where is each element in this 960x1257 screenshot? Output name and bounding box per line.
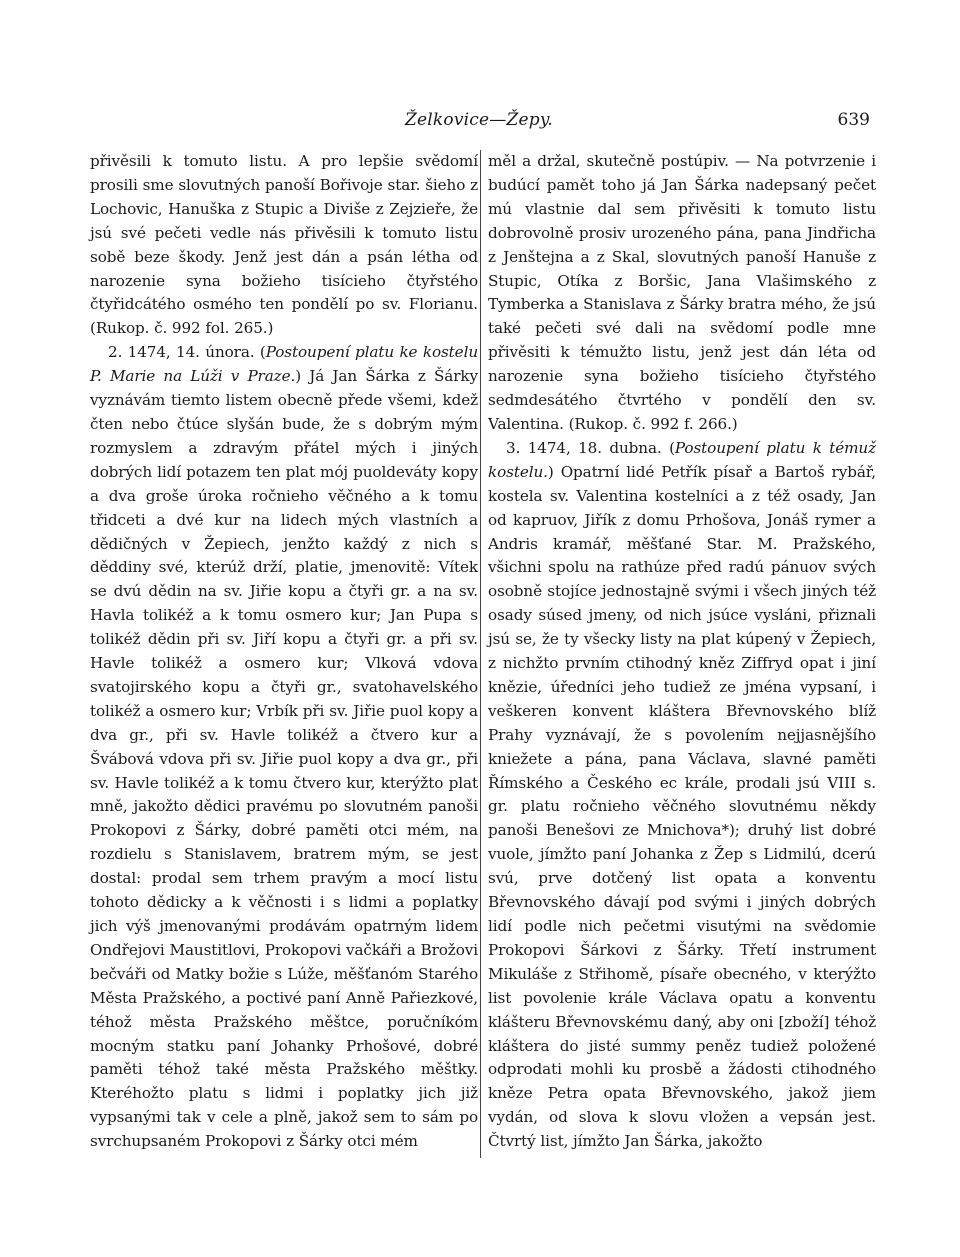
left-column: [90, 150, 478, 1154]
column-divider: [480, 150, 481, 1158]
right-paragraph-1: měl a držal, skutečně postúpiv. — Na potvrzenie i budúcí pamět toho já Jan Šárka nadepsaný pečet mú vlastnie dal sem přivěsiti k tomuto listu dobrovolně prosiv urozeného pána, pana Jindřicha z Jenštejna a z Skal, slovutných panoší Hanuše z Stupic, Otíka z Boršic, Jana Vlašimského z Tymberka a Stanislava z Šárky bratra mého, že jsú také pečeti své dali na svědomí podle mne přivěsiti k témužto listu, jenž jest dán léta od narozenie syna božieho tisícieho čtyřstého sedmdesátého čtvrtého v pondělí den sv. Valentina. (Rukop. č. 992 f. 266.): [488, 152, 876, 433]
right-paragraph-2: [488, 437, 876, 1154]
left-paragraph-2: [90, 341, 478, 1154]
running-head: [88, 110, 870, 136]
entry-2-heading: 2. 1474, 14. února. (: [108, 343, 266, 362]
page-number: 639: [837, 110, 870, 130]
entry-3-heading: 3. 1474, 18. dubna. (: [506, 438, 675, 457]
entry-2-title: Postoupení platu ke kostelu P. Marie na Lúži v Praze.: [90, 343, 479, 386]
entry-3-title: Postoupení platu k témuž kostelu.: [488, 438, 876, 481]
entry-2-body: ) Já Jan Šárka z Šárky vyznávám tiemto listem obecně přede všemi, kdež čten nebo čtúce slyšán bude, že s dobrým mým rozmyslem a zdravým přátel mých i jiných dobrých lidí potazem ten plat mój puoldeváty kopy a dva groše úroka ročnieho věčného a k tomu třidceti a dvé kur na lidech mých vlastních a dědičných v Žepiech, jenžto každý z nich s děddiny své, kterúž drží, platie, jmenovitě: Vítek se dvú dědin na sv. Jiřie kopu a čtyři gr. a na sv. Havla tolikéž a k tomu osmero kur; Jan Pupa s tolikéž dědin při sv. Jiří kopu a čtyři gr. a při sv. Havle tolikéž a osmero kur; Vlková vdova svatojirského kopu a čtyři gr., svatohavelského tolikéž a osmero kur; Vrbík při sv. Jiřie puol kopy a dva gr., při sv. Havle tolikéž a čtvero kur a Švábová vdova při sv. Jiřie puol kopy a dva gr., při sv. Havle tolikéž a k tomu čtvero kur, kterýžto plat mně, jakožto dědici pravému po slovutném panoši Prokopovi z Šárky, dobré paměti otci mém, na rozdielu s Stanislavem, bratrem mým, se jest dostal: prodal sem trhem pravým a mocí listu tohoto dědicky a k věčnosti i s lidmi a poplatky jich výš jmenovanými prodávám opatrným lidem Ondřejovi Maustitlovi, Prokopovi vačkáři a Brožovi bečváři od Matky božie s Lúže, měšťanóm Starého Města Pražského, a poctivé paní Anně Pařiezkové, téhož města Pražského měštce, poručníkóm mocným statku paní Johanky Prhošové, dobré paměti téhož také města Pražského měštky. Kteréhožto platu s lidmi i poplatky jich již vypsanými tak v cele a plně, jakož sem to sám po svrchupsaném Prokopovi z Šárky otci mém: [90, 367, 478, 1151]
running-title: Želkovice—Žepy.: [405, 110, 553, 130]
left-paragraph-1: přivěsili k tomuto listu. A pro lepšie svědomí prosili sme slovutných panoší Bořivoje star. šieho z Lochovic, Hanuška z Stupic a Diviše z Zejzieře, že jsú své pečeti vedle nás přivěsili k tomuto listu sobě beze škody. Jenž jest dán a psán létha od narozenie syna božieho tisícieho čtyřstého čtyřidcátého osmého ten pondělí po sv. Florianu. (Rukop. č. 992 fol. 265.): [90, 152, 478, 338]
entry-3-body: ) Opatrní lidé Petřík písař a Bartoš rybář, kostela sv. Valentina kostelníci a z též osady, Jan od kapruov, Jiřík z domu Prhošova, Jonáš rymer a Andris kramář, měšťané Star. M. Pražského, všichni spolu na rathúze před radú pánuov svých osobně stojíce jednostajně svými i všech jiných též osady súsed jmeny, od nich jsúce vysláni, přiznali jsú se, že ty všecky listy na plat kúpený v Žepiech, z nichžto prvním ctihodný kněz Ziffryd opat i jiní knězie, úředníci jeho tudiež ze jména vypsaní, i veškeren konvent kláštera Břevnovského blíž Prahy vyznávají, že s povolením nejjasnějšího kniežete a pána, pana Václava, slavné paměti Římského a Českého ec krále, prodali jsú VIII s. gr. platu ročnieho věčného slovutnému někdy panoši Benešovi ze Mnichova*); druhý list dobré vuole, jímžto paní Johanka z Žep s Lidmilú, dcerú svú, prve dotčený list opata a konventu Břevnovského dávají pod svými i jiných dobrých lidí podle nich pečetmi visutými na svědomie Prokopovi Šárkovi z Šárky. Třetí instrument Mikuláše z Střihomě, písaře obecného, v kterýžto list povolenie krále Václava opatu a konventu klášteru Břevnovskému daný, aby oni [zboží] téhož kláštera do jisté summy peněz tudiež položené odprodati mohli ku prosbě a žádosti ctihodného kněze Petra opata Břevnovského, jakož jiem vydán, od slova k slovu vložen a vepsán jest. Čtvrtý list, jímžto Jan Šárka, jakožto: [488, 462, 876, 1151]
right-column: [488, 150, 876, 1154]
